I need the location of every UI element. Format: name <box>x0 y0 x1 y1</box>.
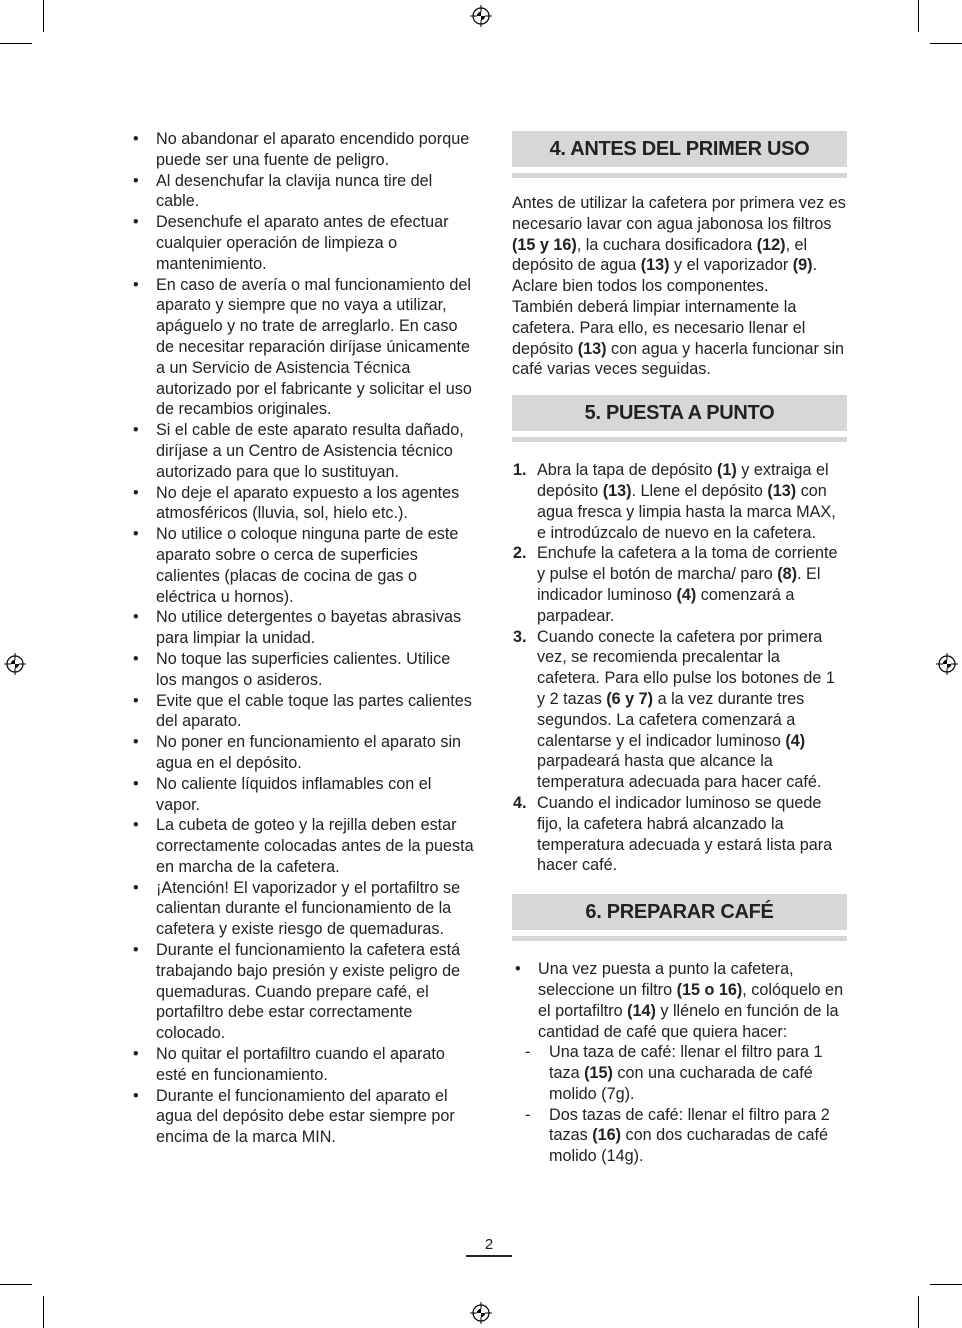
list-item <box>512 959 847 1042</box>
list-item <box>130 691 475 733</box>
crop-mark-top-left-v <box>43 0 44 32</box>
crop-mark-bottom-left-h <box>0 1284 32 1285</box>
list-item <box>512 1042 847 1104</box>
text-run: No deje el aparato expuesto a los agentes atmosféricos (lluvia, sol, hielo etc.). <box>156 483 460 523</box>
reference-number: (15) <box>584 1064 613 1083</box>
reference-number: (1) <box>717 461 737 480</box>
text-run: con agua y hacerla funcionar sin café varias veces seguidas. <box>512 339 845 379</box>
list-item <box>130 878 475 940</box>
setup-steps-list <box>512 460 847 876</box>
text-run: y el vaporizador <box>669 256 793 275</box>
crop-mark-top-right-h <box>930 43 962 44</box>
dash-marker: - <box>525 1105 531 1124</box>
setup-step <box>512 543 847 626</box>
safety-instructions-column <box>130 129 475 1148</box>
text-run: con agua fresca y limpia hasta la marca MAX, e introdúzcalo de nuevo en la cafetera. <box>537 481 836 542</box>
safety-bullet-list <box>130 129 475 1148</box>
setup-step <box>512 627 847 793</box>
text-run: comenzará a parpadear. <box>537 585 795 625</box>
list-item <box>130 420 475 482</box>
text-run: a la vez durante tres segundos. La cafetera comenzará a calentarse y el indicador luminoso <box>537 689 805 750</box>
step-number: 3. <box>513 627 527 646</box>
instructions-column <box>512 131 847 1167</box>
list-item <box>130 940 475 1044</box>
step-number: 4. <box>513 793 527 812</box>
reference-number: (14) <box>627 1001 656 1020</box>
reference-number: (4) <box>676 585 697 604</box>
text-run: Al desenchufar la clavija nunca tire del cable. <box>156 171 433 211</box>
step-number: 1. <box>513 461 527 480</box>
text-run: . Llene el depósito <box>631 481 768 500</box>
text-run: Durante el funcionamiento del aparato el agua del depósito debe estar siempre por encima de la marca MIN. <box>156 1086 455 1147</box>
setup-step <box>512 793 847 876</box>
list-item <box>130 1044 475 1086</box>
reference-number: (15 o 16) <box>676 980 743 999</box>
text-run: No utilice o coloque ninguna parte de este aparato sobre o cerca de superficies calientes (placas de cocina de gas o eléctrica u hornos). <box>156 525 459 606</box>
text-run: No quitar el portafiltro cuando el aparato esté en funcionamiento. <box>156 1045 445 1084</box>
text-run: . El indicador luminoso <box>537 565 821 604</box>
registration-mark-icon <box>936 653 958 675</box>
prepare-coffee-list <box>512 959 847 1042</box>
section-title-prepare-coffee: 6. PREPARAR CAFÉ <box>512 894 847 930</box>
reference-number: (6 y 7) <box>606 689 654 708</box>
text-run: No poner en funcionamiento el aparato sin agua en el depósito. <box>156 733 462 772</box>
section-divider <box>512 437 847 442</box>
list-item <box>130 212 475 274</box>
text-run: La cubeta de goteo y la rejilla deben estar correctamente colocadas antes de la puesta en marcha de la cafetera. <box>156 816 474 876</box>
first-use-paragraph-2 <box>512 297 847 380</box>
setup-step <box>512 460 847 543</box>
section-title-first-use: 4. ANTES DEL PRIMER USO <box>512 131 847 167</box>
dash-marker: - <box>525 1043 531 1062</box>
crop-mark-top-right-v <box>918 0 919 32</box>
list-item <box>130 129 475 171</box>
reference-number: (16) <box>592 1126 621 1145</box>
reference-number: (13) <box>577 339 607 358</box>
list-item <box>130 649 475 691</box>
page-number-underline <box>466 1255 512 1257</box>
text-run: parpadeará hasta que alcance la temperatura adecuada para hacer café. <box>537 752 822 792</box>
list-item <box>130 1086 475 1148</box>
list-item <box>130 732 475 774</box>
text-run: Enchufe la cafetera a la toma de corriente y pulse el botón de marcha/ paro <box>537 544 838 584</box>
reference-number: (13) <box>767 481 797 500</box>
list-item <box>130 171 475 213</box>
text-run: con dos cucharadas de café molido (14g). <box>549 1126 828 1166</box>
section-divider <box>512 173 847 178</box>
text-run: Desenchufe el aparato antes de efectuar cualquier operación de limpieza o mantenimiento. <box>156 213 449 273</box>
text-run: Evite que el cable toque las partes calientes del aparato. <box>156 691 472 731</box>
registration-mark-icon <box>470 5 492 27</box>
reference-number: (4) <box>785 731 806 750</box>
text-run: y extraiga el depósito <box>537 461 829 500</box>
text-run: Antes de utilizar la cafetera por primera vez es necesario lavar con agua jabonosa los filtros <box>512 194 846 233</box>
text-run: En caso de avería o mal funcionamiento del aparato y siempre que no vaya a utilizar, apáguelo y no trate de arreglarlo. En caso de necesitar reparación diríjase únicamente a un Servicio de Asistencia Técnica autorizado por el fabricante y solicitar el uso de recambios originales. <box>156 275 472 419</box>
list-item <box>130 774 475 816</box>
text-run: y llénelo en función de la cantidad de café que quiera hacer: <box>538 1001 839 1041</box>
text-run: No abandonar el aparato encendido porque puede ser una fuente de peligro. <box>156 130 470 169</box>
reference-number: (8) <box>777 565 798 584</box>
crop-mark-bottom-left-v <box>43 1296 44 1328</box>
reference-number: (15 y 16) <box>512 235 577 254</box>
section-divider <box>512 936 847 941</box>
page-number: 2 <box>484 1236 494 1253</box>
reference-number: (13) <box>640 256 670 275</box>
list-item <box>130 815 475 877</box>
registration-mark-icon <box>470 1302 492 1324</box>
text-run: Cuando conecte la cafetera por primera vez, se recomienda precalentar la cafetera. Para ello pulse los botones de 1 y 2 tazas <box>537 627 835 708</box>
text-run: Cuando el indicador luminoso se quede fijo, la cafetera habrá alcanzado la temperatura adecuada y estará lista para hacer café. <box>537 793 833 875</box>
text-run: con una cucharada de café molido (7g). <box>549 1064 813 1103</box>
crop-mark-bottom-right-h <box>930 1284 962 1285</box>
text-run: Abra la tapa de depósito <box>537 461 717 480</box>
text-run: ¡Atención! El vaporizador y el portafiltro se calientan durante el funcionamiento de la cafetera y existe riesgo de quemaduras. <box>156 878 461 939</box>
crop-mark-top-left-h <box>0 43 32 44</box>
list-item <box>130 275 475 421</box>
list-item <box>130 524 475 607</box>
list-item <box>130 607 475 649</box>
registration-mark-icon <box>4 653 26 675</box>
reference-number: (9) <box>792 256 813 275</box>
list-item <box>130 483 475 525</box>
text-run: No utilice detergentes o bayetas abrasivas para limpiar la unidad. <box>156 608 462 648</box>
text-run: Dos tazas de café: llenar el filtro para 2 tazas <box>549 1105 830 1145</box>
reference-number: (13) <box>602 481 632 500</box>
crop-mark-bottom-right-v <box>918 1296 919 1328</box>
list-item <box>512 1105 847 1167</box>
text-run: , el depósito de agua <box>512 235 808 275</box>
text-run: Si el cable de este aparato resulta dañado, diríjase a un Centro de Asistencia técnico autorizado para que lo sustituyan. <box>156 421 464 481</box>
text-run: No caliente líquidos inflamables con el vapor. <box>156 774 432 814</box>
section-title-setup: 5. PUESTA A PUNTO <box>512 395 847 431</box>
reference-number: (12) <box>756 235 786 254</box>
coffee-dose-list <box>512 1042 847 1167</box>
text-run: , la cuchara dosificadora <box>576 235 757 254</box>
text-run: También deberá limpiar internamente la cafetera. Para ello, es necesario llenar el depósito <box>512 297 806 358</box>
text-run: Durante el funcionamiento la cafetera está trabajando bajo presión y existe peligro de quemaduras. Cuando prepare café, el portafiltro debe estar correctamente colocado. <box>156 941 461 1043</box>
step-number: 2. <box>513 544 527 563</box>
text-run: , colóquelo en el portafiltro <box>538 980 844 1020</box>
text-run: . Aclare bien todos los componentes. <box>512 256 818 296</box>
first-use-paragraph <box>512 193 847 297</box>
text-run: Una taza de café: llenar el filtro para 1 taza <box>549 1043 823 1083</box>
text-run: Una vez puesta a punto la cafetera, seleccione un filtro <box>538 960 794 999</box>
text-run: No toque las superficies calientes. Utilice los mangos o asideros. <box>156 649 451 689</box>
